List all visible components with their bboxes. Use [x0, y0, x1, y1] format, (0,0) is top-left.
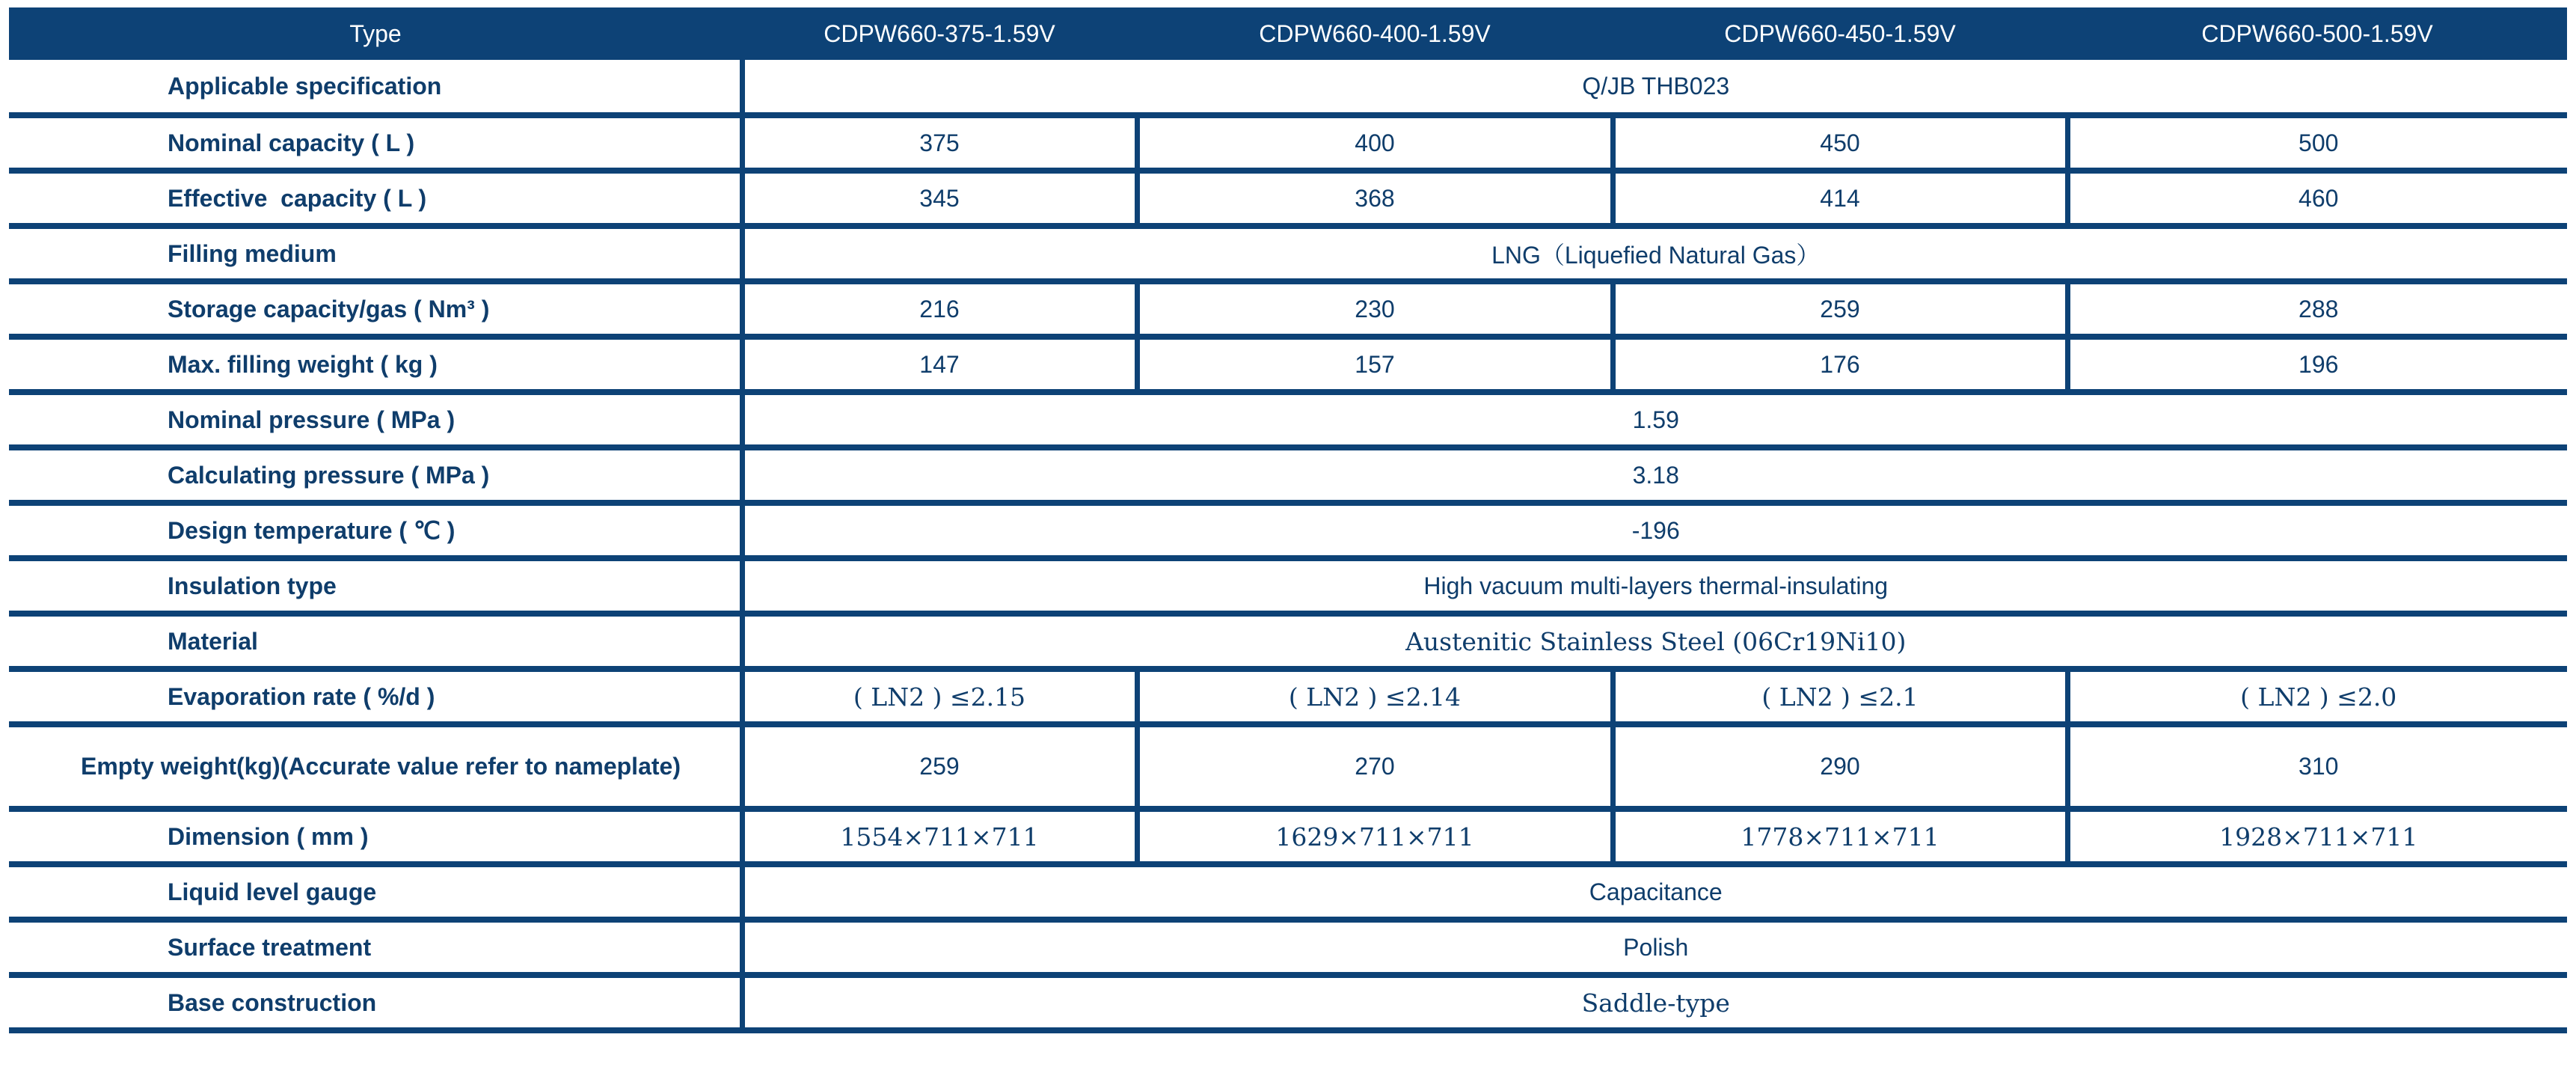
row-label: Material — [168, 627, 258, 655]
row-value: 259 — [742, 724, 1137, 809]
row-label: Dimension ( mm ) — [168, 822, 369, 850]
header-model: CDPW660-400-1.59V — [1259, 19, 1491, 47]
row-label: Empty weight(kg)(Accurate value refer to nameplate) — [81, 753, 681, 780]
header-model: CDPW660-450-1.59V — [1724, 19, 1956, 47]
row-label: Design temperature ( ℃ ) — [168, 517, 456, 544]
row-label: Filling medium — [168, 239, 337, 267]
row-value: 196 — [2067, 337, 2567, 392]
row-nominal-pressure — [9, 392, 2567, 447]
row-value: 345 — [742, 171, 1137, 226]
row-design-temperature — [9, 503, 2567, 558]
row-label: Nominal capacity ( L ) — [168, 129, 415, 156]
row-applicable-specification — [9, 60, 2567, 115]
row-value: 450 — [1613, 115, 2067, 171]
row-liquid-level-gauge — [9, 864, 2567, 920]
row-value: ( LN2 ) ≤2.15 — [742, 669, 1137, 724]
row-value: 259 — [1613, 281, 2067, 337]
row-value: 414 — [1613, 171, 2067, 226]
row-label: Calculating pressure ( MPa ) — [168, 461, 490, 489]
row-calculating-pressure — [9, 447, 2567, 503]
row-value: 1554×711×711 — [742, 809, 1137, 864]
row-value: 147 — [742, 337, 1137, 392]
row-value: LNG（Liquefied Natural Gas） — [742, 226, 2567, 281]
row-value: ( LN2 ) ≤2.1 — [1613, 669, 2067, 724]
header-model: CDPW660-375-1.59V — [824, 19, 1055, 47]
row-value: 3.18 — [742, 447, 2567, 503]
row-label: Evaporation rate ( %/d ) — [168, 682, 435, 710]
row-value: 375 — [742, 115, 1137, 171]
row-material — [9, 614, 2567, 669]
row-filling-medium — [9, 226, 2567, 281]
row-value: 500 — [2067, 115, 2567, 171]
row-surface-treatment — [9, 920, 2567, 975]
row-label: Base construction — [168, 988, 377, 1016]
row-value: 157 — [1137, 337, 1613, 392]
row-value: 176 — [1613, 337, 2067, 392]
row-value: Saddle-type — [742, 975, 2567, 1030]
row-value: 270 — [1137, 724, 1613, 809]
row-value: 1.59 — [742, 392, 2567, 447]
row-value: Austenitic Stainless Steel (06Cr19Ni10) — [742, 614, 2567, 669]
row-storage-capacity — [9, 281, 2567, 337]
row-label: Effective capacity ( L ) — [168, 184, 427, 212]
row-value: 368 — [1137, 171, 1613, 226]
row-value: 288 — [2067, 281, 2567, 337]
header-model: CDPW660-500-1.59V — [2201, 19, 2433, 47]
row-value: Polish — [742, 920, 2567, 975]
row-label: Liquid level gauge — [168, 878, 377, 905]
row-value: 310 — [2067, 724, 2567, 809]
row-label: Max. filling weight ( kg ) — [168, 350, 438, 378]
row-label: Surface treatment — [168, 933, 372, 961]
row-effective-capacity — [9, 171, 2567, 226]
row-value: 290 — [1613, 724, 2067, 809]
row-value: 400 — [1137, 115, 1613, 171]
row-evaporation-rate — [9, 669, 2567, 724]
row-insulation-type — [9, 558, 2567, 614]
row-empty-weight — [9, 724, 2567, 809]
row-value: 1629×711×711 — [1137, 809, 1613, 864]
row-value: 216 — [742, 281, 1137, 337]
row-value: ( LN2 ) ≤2.0 — [2067, 669, 2567, 724]
row-value: High vacuum multi-layers thermal-insulating — [742, 558, 2567, 614]
row-value: Q/JB THB023 — [742, 60, 2567, 115]
row-label: Applicable specification — [168, 72, 442, 100]
row-base-construction — [9, 975, 2567, 1030]
row-value: ( LN2 ) ≤2.14 — [1137, 669, 1613, 724]
row-value: 460 — [2067, 171, 2567, 226]
row-label: Insulation type — [168, 572, 337, 599]
header-type: Type — [349, 19, 402, 47]
row-label: Storage capacity/gas ( Nm³ ) — [168, 295, 490, 323]
row-value: 1778×711×711 — [1613, 809, 2067, 864]
row-max-filling-weight — [9, 337, 2567, 392]
row-nominal-capacity — [9, 115, 2567, 171]
row-value: 1928×711×711 — [2067, 809, 2567, 864]
spec-table — [9, 7, 2567, 1033]
row-label: Nominal pressure ( MPa ) — [168, 406, 456, 433]
row-dimension — [9, 809, 2567, 864]
header-row — [9, 7, 2567, 60]
row-value: 230 — [1137, 281, 1613, 337]
row-value: Capacitance — [742, 864, 2567, 920]
row-value: -196 — [742, 503, 2567, 558]
